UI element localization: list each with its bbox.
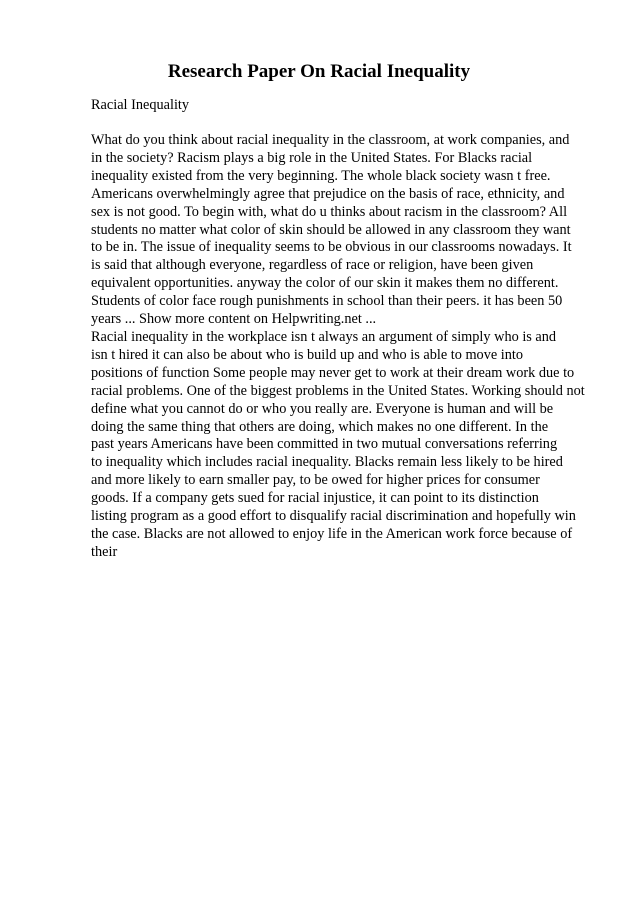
body-line: students no matter what color of skin should be allowed in any classroom they want [91, 221, 571, 238]
body-line: Americans overwhelmingly agree that prejudice on the basis of race, ethnicity, and [91, 185, 565, 202]
body-line: to be in. The issue of inequality seems to be obvious in our classrooms nowadays. It [91, 239, 572, 256]
body-line: to inequality which includes racial inequality. Blacks remain less likely to be hired [91, 454, 563, 471]
body-line: their [91, 543, 118, 560]
document-title: Research Paper On Racial Inequality [167, 61, 471, 82]
document-body [91, 132, 611, 562]
document-subtitle: Racial Inequality [91, 97, 190, 113]
body-line: racial problems. One of the biggest problems in the United States. Working should not [91, 382, 585, 399]
body-line: doing the same thing that others are doing, which makes no one different. In the [91, 418, 549, 435]
body-line: goods. If a company gets sued for racial injustice, it can point to its distinction [91, 490, 539, 507]
body-line: positions of function Some people may never get to work at their dream work due to [91, 364, 575, 381]
body-line: equivalent opportunities. anyway the color of our skin it makes them no different. [91, 275, 559, 292]
body-line: and more likely to earn smaller pay, to be owed for higher prices for consumer [91, 472, 540, 489]
body-line: years ... Show more content on Helpwriting.net ... [91, 311, 377, 328]
body-line: the case. Blacks are not allowed to enjoy life in the American work force because of [91, 525, 573, 542]
body-line: Racial inequality in the workplace isn t always an argument of simply who is and [91, 328, 557, 345]
body-line: inequality existed from the very beginning. The whole black society wasn t free. [91, 167, 551, 184]
body-line: Students of color face rough punishments in school than their peers. it has been 50 [91, 293, 563, 310]
body-line: is said that although everyone, regardless of race or religion, have been given [91, 257, 534, 274]
body-line: past years Americans have been committed in two mutual conversations referring [91, 436, 558, 453]
body-line: isn t hired it can also be about who is build up and who is able to move into [91, 346, 524, 363]
body-line: define what you cannot do or who you really are. Everyone is human and will be [91, 400, 554, 417]
body-line: in the society? Racism plays a big role in the United States. For Blacks racial [91, 149, 533, 166]
body-line: listing program as a good effort to disqualify racial discrimination and hopefully win [91, 508, 576, 525]
body-line: What do you think about racial inequality in the classroom, at work companies, and [91, 132, 570, 148]
body-line: sex is not good. To begin with, what do u thinks about racism in the classroom? All [91, 203, 568, 220]
